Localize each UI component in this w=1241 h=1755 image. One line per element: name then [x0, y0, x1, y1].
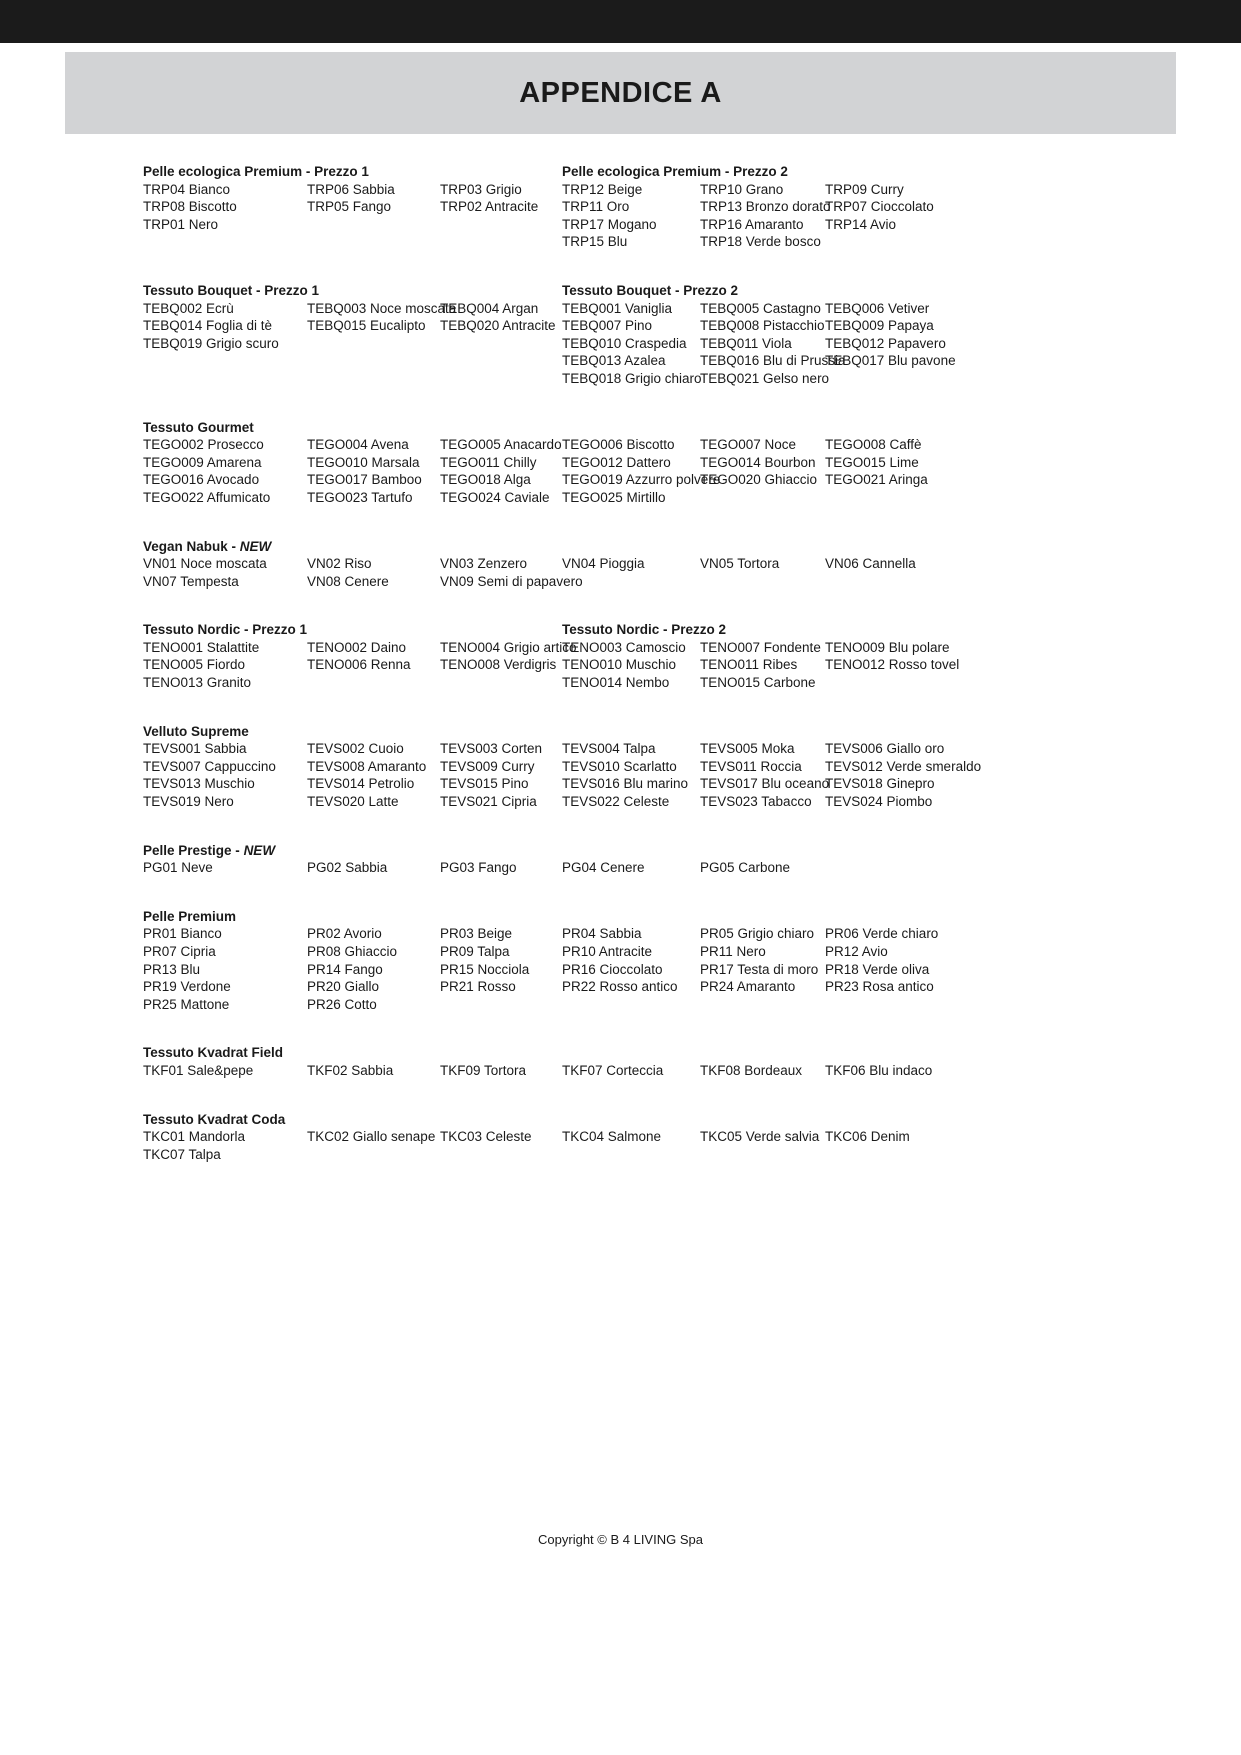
section-band	[143, 419, 1101, 507]
color-item: TENO010 Muschio	[562, 657, 677, 673]
color-item: TRP07 Cioccolato	[825, 199, 934, 215]
section-title: Tessuto Nordic - Prezzo 1	[143, 622, 308, 638]
color-item: PR14 Fango	[307, 961, 383, 977]
section	[143, 1111, 1101, 1164]
color-item: TEVS011 Roccia	[700, 758, 802, 774]
color-item: TKC07 Talpa	[143, 1146, 221, 1162]
color-item: PG01 Neve	[143, 860, 213, 876]
color-item: TENO015 Carbone	[700, 675, 816, 691]
empty-cell	[307, 674, 440, 692]
color-item: VN01 Noce moscata	[143, 556, 267, 572]
color-item: TEBQ008 Pistacchio	[700, 318, 825, 334]
section-title: Tessuto Kvadrat Field	[143, 1045, 284, 1061]
color-item: TEBQ020 Antracite	[440, 318, 556, 334]
color-item: TENO007 Fondente	[700, 639, 821, 655]
color-item: TEGO007 Noce	[700, 437, 797, 453]
color-item: TEGO019 Azzurro polvere	[562, 472, 721, 488]
color-item: PR17 Testa di moro	[700, 961, 819, 977]
color-item: PR19 Verdone	[143, 979, 231, 995]
color-item: TENO006 Renna	[307, 657, 411, 673]
color-item: PR05 Grigio chiaro	[700, 926, 815, 942]
section-title: Pelle Prestige - NEW	[143, 842, 276, 858]
empty-cell	[700, 489, 825, 507]
color-item: TEBQ002 Ecrù	[143, 300, 234, 316]
section-title: Vegan Nabuk - NEW	[143, 538, 272, 554]
color-item: TEVS007 Cappuccino	[143, 758, 276, 774]
color-item: PR06 Verde chiaro	[825, 926, 939, 942]
color-item: TEVS014 Petrolio	[307, 776, 415, 792]
color-item: TEVS019 Nero	[143, 794, 234, 810]
color-item: TEBQ015 Eucalipto	[307, 318, 426, 334]
color-item: TRP03 Grigio	[440, 181, 522, 197]
section-title: Tessuto Nordic - Prezzo 2	[562, 622, 727, 638]
color-item: PR20 Giallo	[307, 979, 380, 995]
color-item: TEBQ007 Pino	[562, 318, 653, 334]
section	[143, 419, 1101, 507]
color-item: TRP09 Curry	[825, 181, 904, 197]
color-item: PR01 Bianco	[143, 926, 222, 942]
color-item: TEGO023 Tartufo	[307, 489, 413, 505]
color-item: VN08 Cenere	[307, 573, 389, 589]
empty-cell	[440, 996, 562, 1014]
section-title: Pelle ecologica Premium - Prezzo 1	[143, 164, 369, 179]
section	[562, 282, 1101, 388]
color-item: TEBQ017 Blu pavone	[825, 353, 956, 369]
color-item: TEBQ004 Argan	[440, 300, 539, 316]
color-item: TEVS017 Blu oceano	[700, 776, 830, 792]
color-item: TEBQ018 Grigio chiaro	[562, 370, 702, 386]
empty-cell	[825, 674, 1101, 692]
section	[143, 1044, 1101, 1079]
empty-cell	[440, 335, 562, 353]
section	[143, 842, 1101, 877]
color-item: PR09 Talpa	[440, 944, 510, 959]
color-item: TEBQ001 Vaniglia	[562, 300, 673, 316]
empty-cell	[825, 370, 1101, 388]
empty-cell	[825, 1146, 1101, 1164]
empty-cell	[562, 573, 700, 591]
color-item: TEVS018 Ginepro	[825, 776, 935, 792]
color-item: TEGO008 Caffè	[825, 437, 922, 453]
color-item: PR12 Avio	[825, 944, 888, 959]
color-item: TKF07 Corteccia	[562, 1062, 664, 1078]
section	[143, 163, 562, 233]
color-grid	[143, 859, 1101, 877]
color-item: PR24 Amaranto	[700, 979, 796, 995]
empty-cell	[825, 233, 1101, 251]
color-item: TENO001 Stalattite	[143, 639, 260, 655]
color-item: TKC03 Celeste	[440, 1129, 532, 1145]
color-item: TEBQ014 Foglia di tè	[143, 318, 273, 334]
color-grid	[143, 639, 577, 692]
section	[143, 723, 1101, 811]
color-grid	[143, 181, 562, 234]
color-item: TRP06 Sabbia	[307, 181, 395, 197]
color-item: TEVS010 Scarlatto	[562, 758, 677, 774]
color-item: TENO004 Grigio artico	[440, 639, 577, 655]
section-band	[143, 1111, 1101, 1164]
color-item: TEVS015 Pino	[440, 776, 529, 792]
section	[143, 538, 1101, 591]
color-item: PR13 Blu	[143, 961, 201, 977]
color-item: TEGO014 Bourbon	[700, 454, 816, 470]
color-item: PG03 Fango	[440, 860, 517, 876]
color-item: PR26 Cotto	[307, 996, 377, 1012]
color-item: PR10 Antracite	[562, 944, 653, 959]
empty-cell	[440, 216, 562, 234]
page-footer: Copyright © B 4 LIVING Spa	[538, 1532, 703, 1547]
color-item: TEBQ013 Azalea	[562, 353, 666, 369]
color-item: TEBQ019 Grigio scuro	[143, 335, 279, 351]
color-item: TRP17 Mogano	[562, 216, 657, 232]
section-band	[143, 908, 1101, 1014]
color-item: TEBQ005 Castagno	[700, 300, 821, 316]
color-item: TEVS023 Tabacco	[700, 794, 812, 810]
color-item: TRP11 Oro	[562, 199, 630, 215]
color-grid	[143, 436, 1101, 506]
color-item: TEBQ012 Papavero	[825, 335, 946, 351]
color-item: VN06 Cannella	[825, 556, 916, 572]
color-item: TEVS022 Celeste	[562, 794, 670, 810]
color-item: TENO002 Daino	[307, 639, 407, 655]
new-badge: NEW	[243, 842, 276, 858]
color-item: TEGO006 Biscotto	[562, 437, 675, 453]
color-item: VN04 Pioggia	[562, 556, 645, 572]
empty-cell	[700, 573, 825, 591]
empty-cell	[700, 1146, 825, 1164]
color-grid	[143, 300, 562, 353]
color-item: TEBQ016 Blu di Prussia	[700, 353, 846, 369]
color-item: TRP16 Amaranto	[700, 216, 804, 232]
color-item: TEBQ010 Craspedia	[562, 335, 687, 351]
color-item: TEVS003 Corten	[440, 741, 543, 757]
color-item: TEGO016 Avocado	[143, 472, 260, 488]
color-item: VN02 Riso	[307, 556, 372, 572]
color-item: TEGO022 Affumicato	[143, 489, 271, 505]
empty-cell	[440, 674, 577, 692]
color-item: TEVS002 Cuoio	[307, 741, 404, 757]
section-band	[143, 621, 1101, 691]
color-item: TENO003 Camoscio	[562, 639, 686, 655]
color-item: TRP13 Bronzo dorato	[700, 199, 831, 215]
color-item: TEBQ009 Papaya	[825, 318, 934, 334]
new-badge: NEW	[239, 538, 272, 554]
color-item: TEVS020 Latte	[307, 794, 399, 810]
color-item: TEVS001 Sabbia	[143, 741, 247, 757]
color-item: TEVS005 Moka	[700, 741, 795, 757]
color-grid	[562, 300, 1101, 388]
empty-cell	[825, 489, 1101, 507]
color-item: TKF02 Sabbia	[307, 1062, 394, 1078]
color-item: PR08 Ghiaccio	[307, 944, 398, 959]
color-item: TEGO005 Anacardo	[440, 437, 562, 453]
page-header-band	[65, 52, 1176, 134]
color-item: TEGO025 Mirtillo	[562, 489, 666, 505]
color-item: TENO009 Blu polare	[825, 639, 950, 655]
color-item: TRP15 Blu	[562, 234, 628, 250]
color-grid	[143, 740, 1101, 810]
empty-cell	[307, 1146, 440, 1164]
section-title: Tessuto Bouquet - Prezzo 2	[562, 282, 739, 298]
color-item: TENO012 Rosso tovel	[825, 657, 960, 673]
section-band	[143, 282, 1101, 388]
section	[143, 621, 577, 691]
color-item: TKC02 Giallo senape	[307, 1129, 436, 1145]
section-band	[143, 1044, 1101, 1079]
color-item: PR11 Nero	[700, 944, 766, 959]
color-grid	[143, 1128, 1101, 1163]
color-item: TKC05 Verde salvia	[700, 1129, 820, 1145]
color-item: TEBQ003 Noce moscata	[307, 300, 457, 316]
color-item: TRP12 Beige	[562, 181, 643, 197]
empty-cell	[825, 859, 1101, 877]
color-grid	[143, 1062, 1101, 1080]
color-item: TENO011 Ribes	[700, 657, 798, 673]
color-item: TRP18 Verde bosco	[700, 234, 821, 250]
color-item: TRP14 Avio	[825, 216, 897, 232]
color-item: TEVS013 Muschio	[143, 776, 255, 792]
section	[143, 282, 562, 352]
color-item: VN07 Tempesta	[143, 573, 239, 589]
color-item: TEBQ011 Viola	[700, 335, 792, 351]
color-item: TKC04 Salmone	[562, 1129, 662, 1145]
color-item: PR23 Rosa antico	[825, 979, 934, 995]
color-item: PR16 Cioccolato	[562, 961, 663, 977]
color-item: PR18 Verde oliva	[825, 961, 930, 977]
color-grid	[562, 181, 1101, 251]
color-item: TENO014 Nembo	[562, 675, 670, 691]
color-grid	[143, 925, 1101, 1013]
color-item: PR02 Avorio	[307, 926, 382, 942]
section-band	[143, 723, 1101, 811]
section-title: Pelle Premium	[143, 908, 237, 924]
color-grid	[562, 639, 1101, 692]
color-item: TKF01 Sale&pepe	[143, 1062, 254, 1078]
color-item: TRP04 Bianco	[143, 181, 231, 197]
color-item: TKF08 Bordeaux	[700, 1062, 803, 1078]
color-item: TENO013 Granito	[143, 675, 252, 691]
color-item: TRP01 Nero	[143, 216, 219, 232]
color-item: TRP08 Biscotto	[143, 199, 237, 215]
color-item: PR07 Cipria	[143, 944, 216, 959]
section-band	[143, 842, 1101, 877]
color-item: TEVS012 Verde smeraldo	[825, 758, 982, 774]
color-item: TKF06 Blu indaco	[825, 1062, 933, 1078]
color-item: TEVS009 Curry	[440, 758, 535, 774]
color-item: TEGO018 Alga	[440, 472, 531, 488]
color-item: TKC01 Mandorla	[143, 1129, 246, 1145]
empty-cell	[307, 216, 440, 234]
color-item: TEVS004 Talpa	[562, 741, 656, 757]
empty-cell	[562, 996, 700, 1014]
color-item: TRP10 Grano	[700, 181, 784, 197]
section-band	[143, 163, 1101, 251]
color-item: TENO008 Verdigris	[440, 657, 557, 673]
section-band	[143, 538, 1101, 591]
color-item: TEBQ006 Vetiver	[825, 300, 930, 316]
color-item: TEVS021 Cipria	[440, 794, 537, 810]
color-item: TEGO004 Avena	[307, 437, 409, 453]
color-item: TEGO021 Aringa	[825, 472, 928, 488]
color-item: PR15 Nocciola	[440, 961, 530, 977]
color-item: TKF09 Tortora	[440, 1062, 527, 1078]
color-item: TEGO015 Lime	[825, 454, 919, 470]
color-item: TEVS024 Piombo	[825, 794, 933, 810]
empty-cell	[825, 996, 1101, 1014]
color-item: PR03 Beige	[440, 926, 513, 942]
section	[562, 163, 1101, 251]
color-item: TEBQ021 Gelso nero	[700, 370, 830, 386]
color-item: TRP05 Fango	[307, 199, 392, 215]
sections-container	[143, 163, 1101, 1194]
color-grid	[143, 555, 1101, 590]
section	[562, 621, 1101, 691]
color-item: TEGO011 Chilly	[440, 454, 537, 470]
color-item: PR22 Rosso antico	[562, 979, 678, 995]
top-edge-bar	[0, 0, 1241, 43]
color-item: TEGO010 Marsala	[307, 454, 420, 470]
color-item: TEGO012 Dattero	[562, 454, 671, 470]
empty-cell	[440, 1146, 562, 1164]
section-title: Velluto Supreme	[143, 723, 249, 739]
section-title: Tessuto Bouquet - Prezzo 1	[143, 282, 320, 298]
color-item: TEGO009 Amarena	[143, 454, 262, 470]
color-item: TRP02 Antracite	[440, 199, 539, 215]
color-item: TEGO024 Caviale	[440, 489, 550, 505]
section	[143, 908, 1101, 1014]
page-title: APPENDICE A	[519, 76, 722, 109]
color-item: TKC06 Denim	[825, 1129, 910, 1145]
color-item: TEVS008 Amaranto	[307, 758, 427, 774]
empty-cell	[700, 996, 825, 1014]
color-item: PG02 Sabbia	[307, 860, 388, 876]
color-item: VN09 Semi di papavero	[440, 573, 583, 589]
color-item: PR21 Rosso	[440, 979, 516, 995]
color-item: TENO005 Fiordo	[143, 657, 246, 673]
empty-cell	[307, 335, 440, 353]
color-item: TEGO002 Prosecco	[143, 437, 264, 453]
color-item: PR04 Sabbia	[562, 926, 642, 942]
section-title: Pelle ecologica Premium - Prezzo 2	[562, 164, 788, 179]
color-item: PR25 Mattone	[143, 996, 230, 1012]
color-item: PG04 Cenere	[562, 860, 645, 876]
empty-cell	[825, 573, 1101, 591]
section-title: Tessuto Kvadrat Coda	[143, 1111, 286, 1127]
color-item: VN05 Tortora	[700, 556, 780, 572]
color-item: TEVS006 Giallo oro	[825, 741, 945, 757]
color-item: TEGO020 Ghiaccio	[700, 472, 818, 488]
section-title: Tessuto Gourmet	[143, 419, 254, 435]
empty-cell	[562, 1146, 700, 1164]
color-item: TEGO017 Bamboo	[307, 472, 422, 488]
color-item: PG05 Carbone	[700, 860, 791, 876]
color-item: VN03 Zenzero	[440, 556, 528, 572]
color-item: TEVS016 Blu marino	[562, 776, 689, 792]
